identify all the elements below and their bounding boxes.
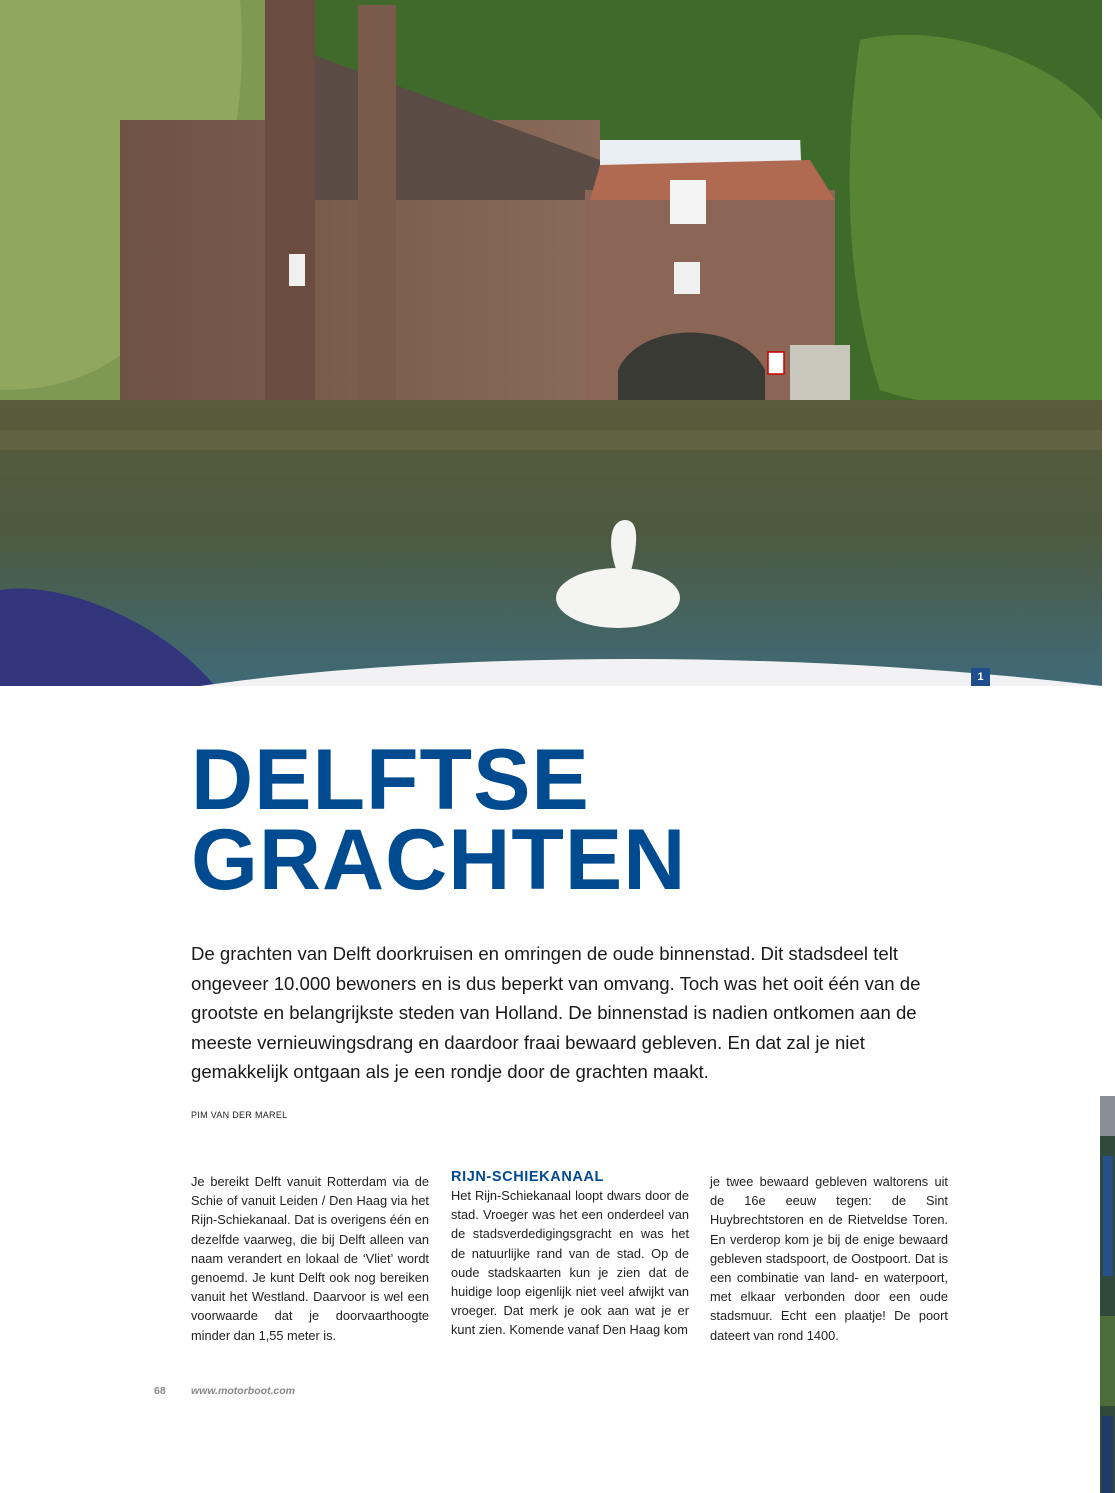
title-line-1: DELFTSE bbox=[191, 732, 590, 828]
photo-number-badge: 1 bbox=[971, 668, 990, 686]
title-line-2: GRACHTEN bbox=[191, 812, 687, 908]
body-column-2 bbox=[451, 1168, 689, 1340]
body-column-2-text: Het Rijn-Schiekanaal loopt dwars door de stad. Vroeger was het een onderdeel van de stadsverdedigingsgracht en was het de natuurlijke rand van de stad. Op de oude stadskaarten kun je zien dat de huidige loop eigenlijk niet veel afwijkt van vroeger. Dat merk je ook aan wat je er kunt zien. Komende vanaf Den Haag kom bbox=[451, 1188, 689, 1338]
article-intro: De grachten van Delft doorkruisen en omringen de oude binnenstad. Dit stadsdeel telt ongeveer 10.000 bewoners en is dus beperkt van omvang. Toch was het ooit één van de grootste en belangrijkste steden van Holland. De binnenstad is nadien ontkomen aan de meeste vernieuwingsdrang en daardoor fraai bewaard gebleven. En dat zal je niet gemakkelijk ontgaan als je een rondje door de grachten maakt. bbox=[191, 943, 921, 1083]
canal-gate-illustration bbox=[0, 0, 1102, 686]
hero-photo bbox=[0, 0, 1102, 686]
page-number: 68 bbox=[154, 1385, 166, 1397]
website-url: www.motorboot.com bbox=[191, 1385, 296, 1397]
author-byline: PIM VAN DER MAREL bbox=[191, 1110, 288, 1120]
swan bbox=[556, 568, 680, 628]
section-heading: RIJN-SCHIEKANAAL bbox=[451, 1169, 604, 1185]
body-column-3: je twee bewaard gebleven waltorens uit de 16e eeuw tegen: de Sint Huybrechtstoren en de Rietveldse Toren. En verderop kom je bij de enige bewaard gebleven stadspoort, de Oostpoort. Dat is een combinatie van land- en waterpoort, met elkaar verbonden door een oude stadsmuur. Echt een plaatje! De poort dateert van rond 1400. bbox=[710, 1174, 948, 1343]
article-title bbox=[191, 732, 891, 908]
body-column-1: Je bereikt Delft vanuit Rotterdam via de Schie of vanuit Leiden / Den Haag via het Rijn-Schiekanaal. Dat is overigens één en dezelfde vaarweg, die bij Delft alleen van naam verandert en lokaal de ‘Vliet’ wordt genoemd. Je kunt Delft ook nog bereiken vanuit het Westland. Daarvoor is wel een voorwaarde dat je doorvaarthoogte minder dan 1,55 meter is. bbox=[191, 1174, 429, 1343]
adjacent-photo-edge bbox=[1100, 1096, 1115, 1493]
